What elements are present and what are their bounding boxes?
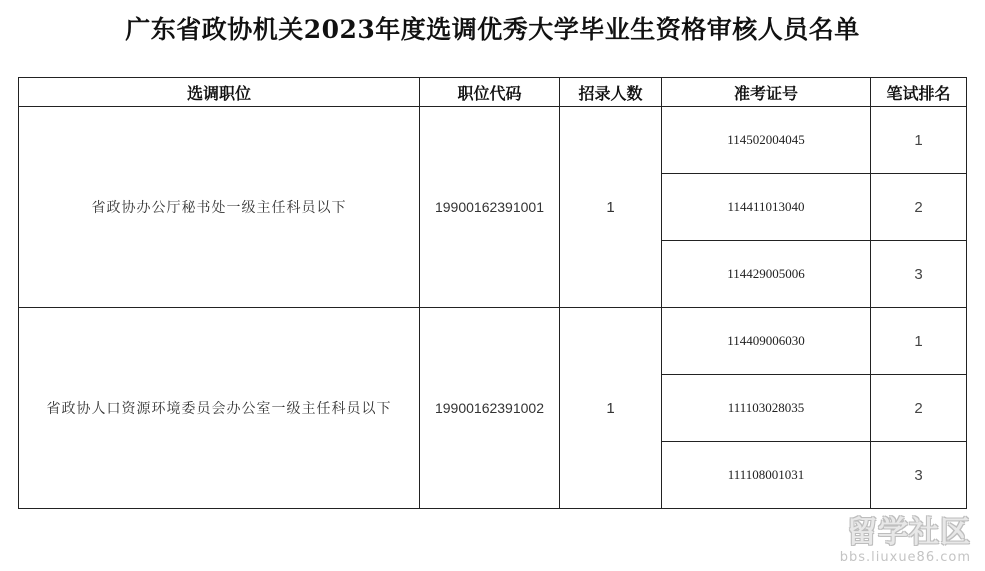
- header-rank: 笔试排名: [871, 78, 967, 107]
- page-title: 广东省政协机关2023年度选调优秀大学毕业生资格审核人员名单: [125, 15, 860, 44]
- rank-cell: 2: [871, 375, 967, 442]
- rank-cell: 3: [871, 241, 967, 308]
- position-code-cell: 19900162391001: [420, 107, 560, 308]
- exam-number-cell: 114411013040: [662, 174, 871, 241]
- table-row: [19, 308, 967, 375]
- position-code-cell: 19900162391002: [420, 308, 560, 509]
- watermark-text: 留学社区: [847, 515, 971, 550]
- table-row: [19, 107, 967, 174]
- exam-number-cell: 111103028035: [662, 375, 871, 442]
- rank-cell: 3: [871, 442, 967, 509]
- quota-cell: 1: [560, 107, 662, 308]
- watermark-url: bbs.liuxue86.com: [839, 550, 971, 565]
- header-code: 职位代码: [420, 78, 560, 107]
- exam-number-cell: 111108001031: [662, 442, 871, 509]
- rank-cell: 2: [871, 174, 967, 241]
- header-quota: 招录人数: [560, 78, 662, 107]
- position-cell: 省政协人口资源环境委员会办公室一级主任科员以下: [19, 308, 420, 509]
- watermark-logo: [840, 516, 971, 565]
- header-position: 选调职位: [19, 78, 420, 107]
- exam-number-cell: 114429005006: [662, 241, 871, 308]
- quota-cell: 1: [560, 308, 662, 509]
- roster-table: [18, 77, 967, 509]
- header-row: [19, 78, 967, 107]
- exam-number-cell: 114409006030: [662, 308, 871, 375]
- position-cell: 省政协办公厅秘书处一级主任科员以下: [19, 107, 420, 308]
- exam-number-cell: 114502004045: [662, 107, 871, 174]
- rank-cell: 1: [871, 107, 967, 174]
- rank-cell: 1: [871, 308, 967, 375]
- header-exam-no: 准考证号: [662, 78, 871, 107]
